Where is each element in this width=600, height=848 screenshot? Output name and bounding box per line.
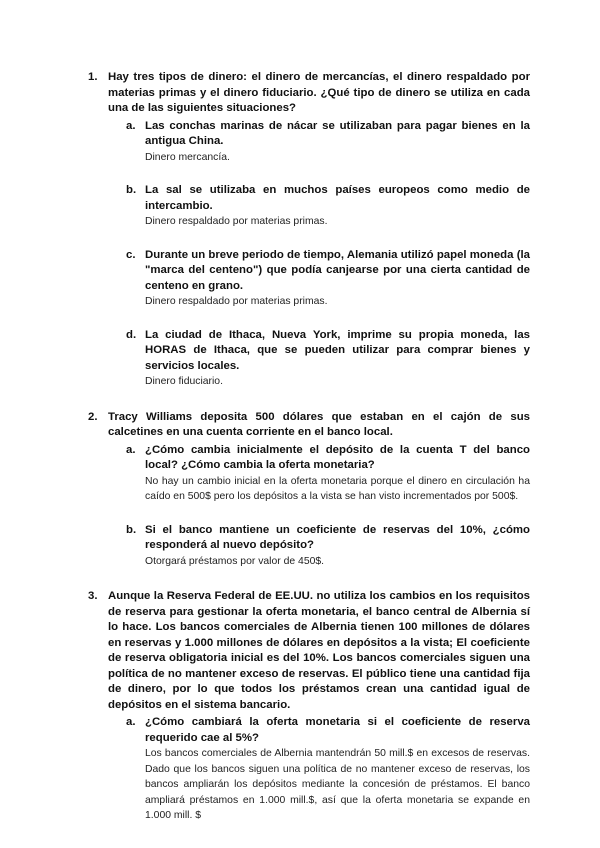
sub-letter: a.	[126, 119, 136, 132]
subquestion-1c	[128, 248, 530, 310]
subquestion-1b	[128, 183, 530, 230]
question-2	[88, 410, 530, 570]
sub-letter: d.	[126, 328, 137, 341]
answer-text: Dinero fiduciario.	[145, 376, 223, 387]
sub-letter: a.	[126, 716, 136, 728]
subquestion-1a	[128, 119, 530, 166]
answer-text: No hay un cambio inicial en la oferta monetaria porque el dinero en circulación ha caído en 500$ pero los depósitos a la vista se han visto incrementados por 500$.	[145, 475, 530, 502]
subquestion-2a	[128, 443, 530, 505]
sub-question-text: Si el banco mantiene un coeficiente de reservas del 10%, ¿cómo responderá al nuevo depósito?	[145, 523, 530, 551]
question-number: 3.	[88, 590, 98, 602]
sub-question-text: ¿Cómo cambiará la oferta monetaria si el coeficiente de reserva requerido cae al 5%?	[145, 716, 530, 744]
question-number: 2.	[88, 410, 98, 423]
answer-text: Dinero respaldado por materias primas.	[145, 296, 328, 307]
answer-text: Otorgará préstamos por valor de 450$.	[145, 555, 325, 567]
question-text: Tracy Williams deposita 500 dólares que estaban en el cajón de sus calcetines en una cuenta corriente en el banco local.	[108, 410, 530, 438]
sub-question-text: ¿Cómo cambia inicialmente el depósito de la cuenta T del banco local? ¿Cómo cambia la oferta monetaria?	[145, 443, 530, 471]
answer-text: Dinero respaldado por materias primas.	[145, 216, 328, 227]
question-3	[88, 589, 530, 824]
sub-letter: a.	[126, 443, 136, 456]
sub-question-text: La ciudad de Ithaca, Nueva York, imprime su propia moneda, las HORAS de Ithaca, que se pueden utilizar para comprar bienes y servicios locales.	[145, 328, 530, 372]
sub-question-text: Durante un breve periodo de tiempo, Alemania utilizó papel moneda (la "marca del centeno") que podía canjearse por una cierta cantidad de centeno en grano.	[145, 248, 530, 292]
sub-letter: b.	[126, 184, 137, 196]
question-number: 1.	[88, 71, 98, 83]
subquestion-1d	[128, 328, 530, 390]
question-text: Aunque la Reserva Federal de EE.UU. no utiliza los cambios en los requisitos de reserva para gestionar la oferta monetaria, el banco central de Albernia sí lo hace. Los bancos comerciales de Albernia tienen 100 millones de dólares en reservas y 1.000 millones de dólares en depósitos a la vista; El coeficiente de reserva obligatoria inicial es del 10%. Los bancos comerciales siguen una política de no mantener exceso de reservas. El público tiene una cantidad fija de dinero, por lo que todos los préstamos crean una cantidad igual de depósitos en el sistema bancario.	[108, 590, 530, 711]
sub-question-text: Las conchas marinas de nácar se utilizaban para pagar bienes en la antigua China.	[145, 119, 530, 147]
document-body	[88, 70, 530, 844]
sub-letter: b.	[126, 523, 137, 536]
subquestion-2b	[128, 523, 530, 570]
question-1	[88, 70, 530, 390]
answer-text: Los bancos comerciales de Albernia mantendrán 50 mill.$ en excesos de reservas. Dado que los bancos siguen una política de no mantener exceso de reservas, los bancos ampliarán los depósitos mediante la concesión de préstamos. El banco ampliará préstamos en 1.000 mill.$, así que la oferta monetaria se expande en 1.000 mill. $	[145, 748, 530, 821]
sub-letter: c.	[126, 248, 136, 261]
subquestion-3a	[128, 715, 530, 824]
question-text: Hay tres tipos de dinero: el dinero de mercancías, el dinero respaldado por materias primas y el dinero fiduciario. ¿Qué tipo de dinero se utiliza en cada una de las siguientes situaciones?	[108, 71, 530, 114]
sub-question-text: La sal se utilizaba en muchos países europeos como medio de intercambio.	[145, 184, 530, 212]
answer-text: Dinero mercancía.	[145, 151, 230, 163]
